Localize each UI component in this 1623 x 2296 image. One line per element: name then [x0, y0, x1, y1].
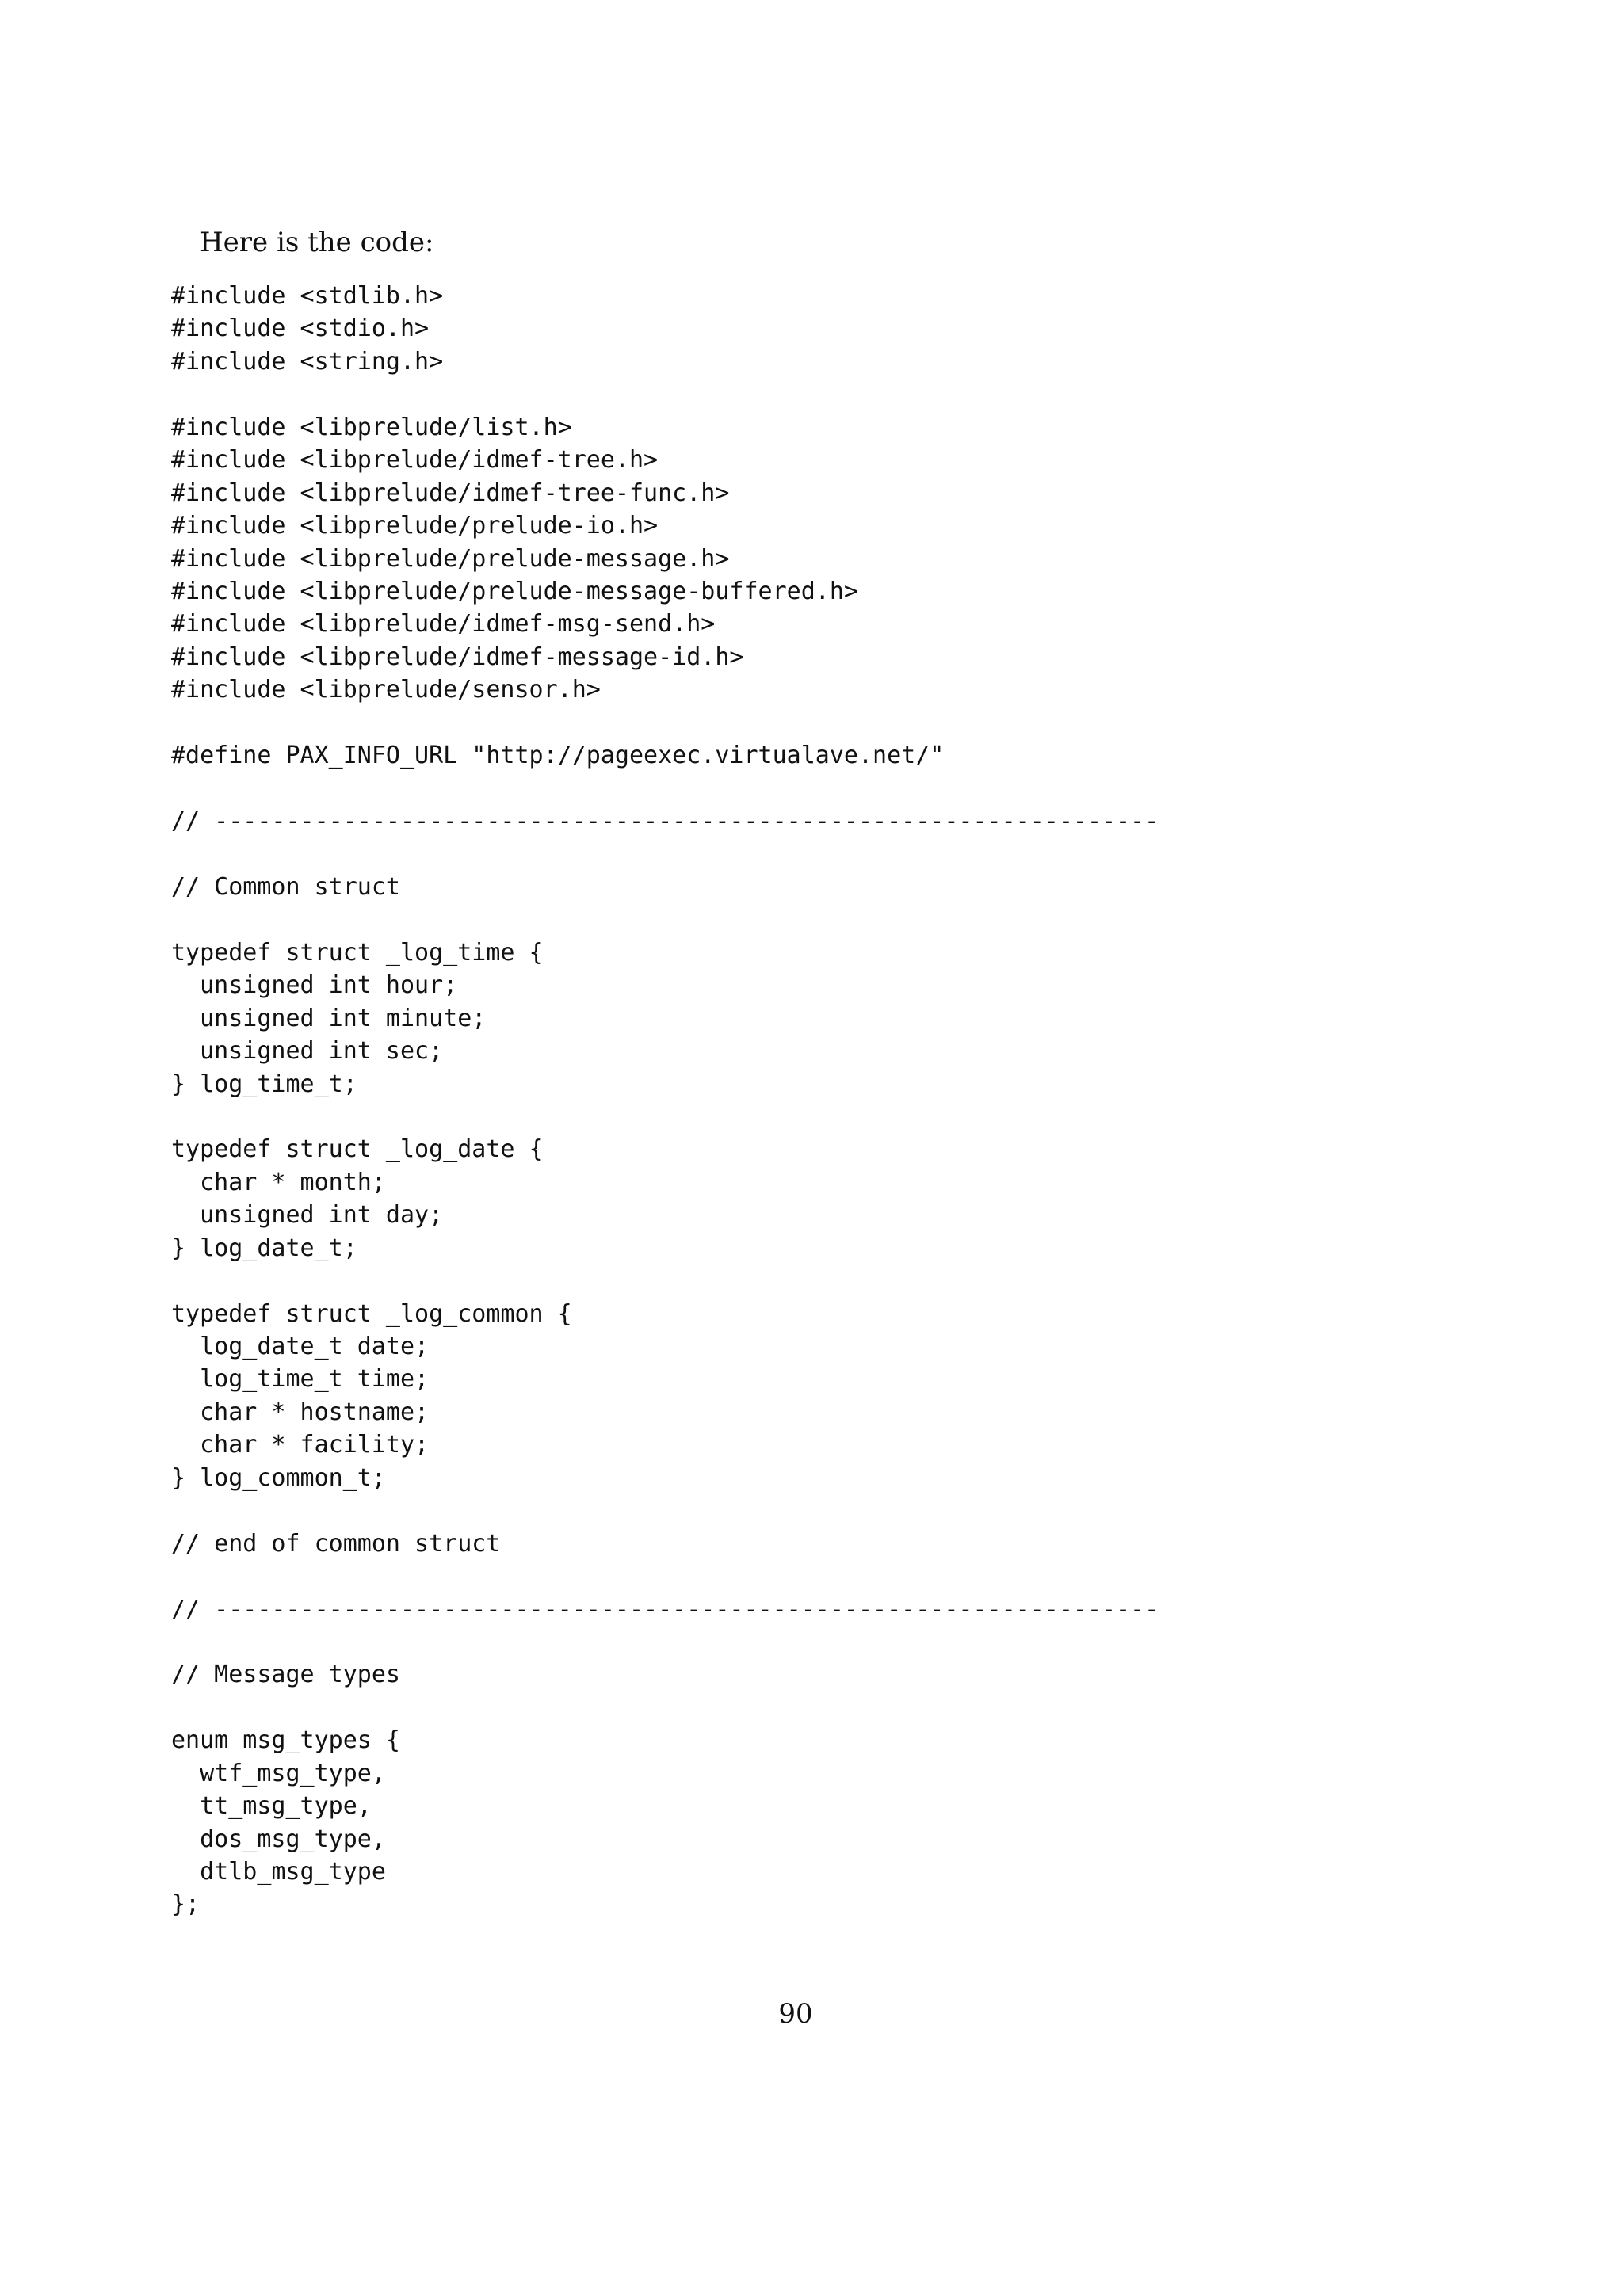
- code-line: } log_date_t;: [171, 1234, 357, 1262]
- code-line: #include <libprelude/idmef-tree.h>: [171, 446, 659, 475]
- code-line: unsigned int hour;: [171, 971, 458, 1000]
- code-line: char * facility;: [171, 1431, 430, 1459]
- code-line: #include <libprelude/prelude-message.h>: [171, 544, 730, 573]
- code-line: log_date_t date;: [171, 1333, 430, 1360]
- code-line: // Message types: [171, 1661, 400, 1689]
- code-line: // end of common struct: [171, 1529, 501, 1558]
- code-line: [171, 1691, 1159, 1724]
- code-line: wtf_msg_type,: [171, 1759, 386, 1787]
- code-line: #define PAX_INFO_URL "http://pageexec.virtualave.net/": [171, 742, 945, 770]
- code-line: dos_msg_type,: [171, 1825, 386, 1853]
- code-block: [171, 280, 1159, 1921]
- code-line: // ------------------------------------------------------------------: [171, 807, 1159, 835]
- code-line: #include <libprelude/prelude-io.h>: [171, 512, 659, 540]
- code-line: #include <libprelude/prelude-message-buffered.h>: [171, 577, 858, 605]
- code-line: // ------------------------------------------------------------------: [171, 1595, 1159, 1623]
- code-line: char * hostname;: [171, 1398, 430, 1426]
- code-line: [171, 1626, 1159, 1658]
- code-line: };: [171, 1890, 200, 1919]
- code-line: #include <libprelude/idmef-msg-send.h>: [171, 610, 716, 639]
- code-line: tt_msg_type,: [171, 1792, 372, 1821]
- code-line: [171, 1264, 1159, 1297]
- code-line: unsigned int day;: [171, 1201, 444, 1230]
- code-line: unsigned int minute;: [171, 1004, 487, 1032]
- intro-text: Here is the code:: [200, 227, 434, 258]
- code-line: #include <libprelude/sensor.h>: [171, 676, 601, 704]
- code-line: typedef struct _log_common {: [171, 1299, 572, 1328]
- code-line: [171, 707, 1159, 739]
- code-line: log_time_t time;: [171, 1365, 430, 1394]
- code-line: } log_time_t;: [171, 1070, 357, 1098]
- code-line: [171, 1494, 1159, 1527]
- code-line: dtlb_msg_type: [171, 1858, 386, 1886]
- code-line: [171, 1100, 1159, 1133]
- page-number: 90: [778, 1998, 813, 2030]
- code-line: enum msg_types {: [171, 1726, 400, 1755]
- code-line: typedef struct _log_time {: [171, 938, 544, 967]
- code-line: [171, 903, 1159, 936]
- code-line: typedef struct _log_date {: [171, 1135, 544, 1164]
- code-line: [171, 837, 1159, 870]
- code-line: } log_common_t;: [171, 1463, 386, 1492]
- code-line: #include <stdlib.h>: [171, 282, 444, 310]
- code-line: [171, 378, 1159, 410]
- code-line: // Common struct: [171, 872, 400, 901]
- code-line: [171, 1560, 1159, 1592]
- code-line: char * month;: [171, 1168, 386, 1196]
- code-line: #include <libprelude/list.h>: [171, 413, 572, 441]
- code-line: [171, 772, 1159, 805]
- code-line: #include <libprelude/idmef-tree-func.h>: [171, 479, 730, 507]
- code-line: #include <string.h>: [171, 347, 444, 376]
- code-line: #include <libprelude/idmef-message-id.h>: [171, 643, 744, 671]
- code-line: unsigned int sec;: [171, 1037, 444, 1066]
- code-line: #include <stdio.h>: [171, 315, 430, 343]
